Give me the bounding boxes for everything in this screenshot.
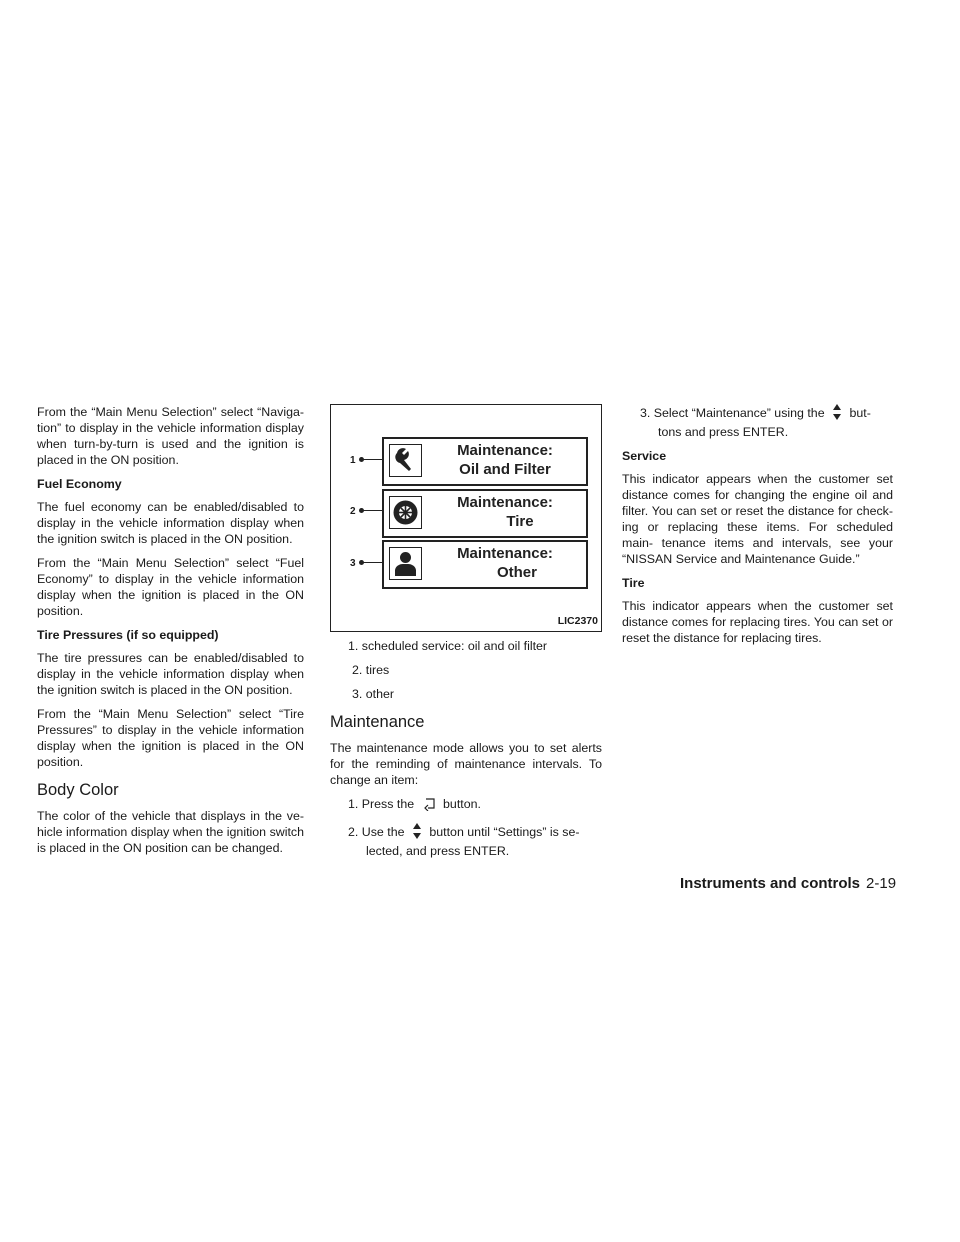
maintenance-paragraph: The maintenance mode allows you to set alerts for the reminding of maintenance intervals. To change an item: xyxy=(330,741,602,787)
wrench-icon xyxy=(389,444,422,477)
column-right xyxy=(622,404,893,654)
list-item-1: 1. scheduled service: oil and oil filter xyxy=(348,639,548,653)
callout-1: 1 xyxy=(350,455,356,466)
service-heading: Service xyxy=(622,449,667,463)
step-2-text-a: 2. Use the xyxy=(348,825,405,839)
tire-icon xyxy=(389,496,422,529)
panel-other-line1: Maintenance: xyxy=(457,545,553,562)
maintenance-panel-other xyxy=(382,540,588,589)
callout-2: 2 xyxy=(350,506,356,517)
fuel-economy-paragraph-2: From the “Main Menu Selection” select “Fuel Economy” to display in the vehicle information display when the ignition is placed in the ON position. xyxy=(37,556,304,618)
maintenance-panel-oil xyxy=(382,437,588,486)
panel-oil-line1: Maintenance: xyxy=(457,442,553,459)
section-title: Instruments and controls xyxy=(680,875,861,892)
step-3 xyxy=(640,404,893,440)
page-footer xyxy=(680,875,896,892)
up-down-arrows-icon xyxy=(412,823,422,843)
column-left xyxy=(37,404,304,864)
body-color-heading: Body Color xyxy=(37,781,119,799)
step-1-text-a: 1. Press the xyxy=(348,797,415,811)
step-3-text-a: 3. Select “Maintenance” using the xyxy=(640,406,825,420)
tire-pressures-paragraph-1: The tire pressures can be enabled/disabled to display in the vehicle information display when the ignition switch is placed in the ON position. xyxy=(37,651,304,697)
step-1 xyxy=(348,796,602,815)
step-2-text-b: button until “Settings” is se- xyxy=(429,825,580,839)
back-button-icon xyxy=(422,798,436,815)
panel-tire-line2: Tire xyxy=(506,513,534,530)
step-2-text-c: lected, and press ENTER. xyxy=(366,844,510,858)
tire-pressures-heading: Tire Pressures (if so equipped) xyxy=(37,628,219,642)
list-item-3: 3. other xyxy=(352,687,395,701)
body-color-paragraph: The color of the vehicle that displays in the ve- hicle information display when the ignition switch is placed in the ON position can be changed. xyxy=(37,809,304,855)
panel-oil-line2: Oil and Filter xyxy=(459,461,551,478)
callout-line-3 xyxy=(361,562,383,563)
column-middle xyxy=(330,404,602,867)
tire-heading: Tire xyxy=(622,576,645,590)
tire-paragraph: This indicator appears when the customer set distance comes for replacing tires. You can set or reset the distance for replacing tires. xyxy=(622,599,893,645)
person-icon xyxy=(389,547,422,580)
page-number: 2-19 xyxy=(866,875,897,892)
figure-code: LIC2370 xyxy=(557,615,598,627)
up-down-arrows-icon xyxy=(832,404,842,424)
step-3-text-c: tons and press ENTER. xyxy=(658,425,789,439)
step-1-text-b: button. xyxy=(443,797,481,811)
panel-tire-line1: Maintenance: xyxy=(457,494,553,511)
list-item-2: 2. tires xyxy=(352,663,390,677)
callout-line-1 xyxy=(361,459,383,460)
callout-3: 3 xyxy=(350,558,356,569)
maintenance-panel-tire xyxy=(382,489,588,538)
navigation-paragraph: From the “Main Menu Selection” select “Naviga- tion” to display in the vehicle information display when turn-by-turn is used and the ignition is placed in the ON position. xyxy=(37,405,304,467)
tire-pressures-paragraph-2: From the “Main Menu Selection” select “Tire Pressures” to display in the vehicle information display when the ignition is placed in the ON position. xyxy=(37,707,304,769)
service-paragraph: This indicator appears when the customer set distance comes for changing the engine oil and filter. You can set or reset the distance for check- ing or replacing these items. For scheduled main- tenance items and intervals, see your “NISSAN Service and Maintenance Guide.” xyxy=(622,472,893,566)
step-2 xyxy=(348,823,602,859)
callout-line-2 xyxy=(361,510,383,511)
maintenance-heading: Maintenance xyxy=(330,713,425,731)
fuel-economy-paragraph-1: The fuel economy can be enabled/disabled to display in the vehicle information display when the ignition switch is placed in the ON position. xyxy=(37,500,304,546)
maintenance-figure xyxy=(330,404,602,632)
panel-other-line2: Other xyxy=(496,564,537,581)
step-3-text-b: but- xyxy=(849,406,871,420)
fuel-economy-heading: Fuel Economy xyxy=(37,477,122,491)
